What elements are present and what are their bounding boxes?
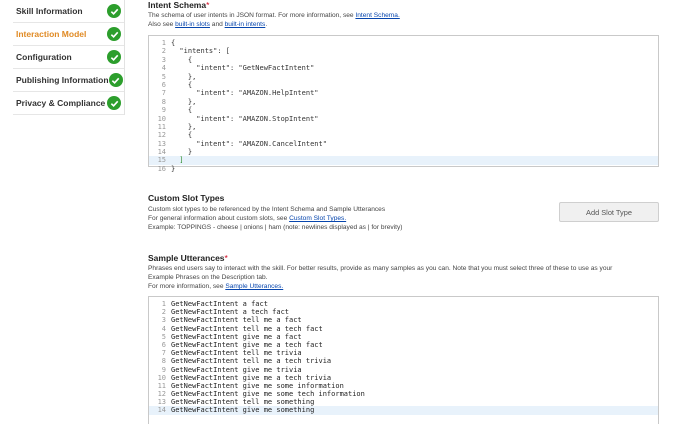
line-number: 12: [157, 390, 166, 399]
utterance-line: [149, 406, 658, 414]
utterance-text: GetNewFactIntent tell me something: [171, 398, 315, 407]
line-number: 8: [161, 357, 166, 366]
line-number: 8: [161, 97, 166, 106]
code-line: [149, 39, 658, 47]
code-line: [149, 89, 658, 97]
code-text: "intent": "AMAZON.HelpIntent": [171, 89, 319, 98]
sidebar-item-configuration[interactable]: [13, 46, 124, 69]
code-line: [149, 165, 658, 173]
code-text: },: [171, 97, 197, 106]
utterance-text: GetNewFactIntent give me a fact: [171, 332, 302, 341]
code-text: "intents": [: [171, 47, 231, 56]
checkmark-icon: [107, 27, 121, 41]
sidebar-item-label: Interaction Model: [16, 29, 87, 39]
intent-schema-link[interactable]: Intent Schema.: [355, 12, 400, 19]
code-text: }: [171, 164, 176, 173]
line-number: 1: [161, 39, 166, 47]
utterance-line: [149, 398, 658, 406]
utterance-text: GetNewFactIntent give me something: [171, 406, 315, 415]
checkmark-icon: [107, 50, 121, 64]
code-line: [149, 56, 658, 64]
line-number: 6: [161, 80, 166, 89]
line-number: 16: [157, 164, 166, 173]
line-number: 9: [161, 106, 166, 115]
utterance-line: [149, 333, 658, 341]
line-number: 14: [157, 406, 166, 415]
line-number: 2: [161, 47, 166, 56]
utterance-line: [149, 366, 658, 374]
sample-utterances-title: Sample Utterances*: [148, 253, 228, 263]
utterance-line: [149, 316, 658, 324]
code-line: [149, 156, 658, 164]
line-number: 7: [161, 349, 166, 358]
sidebar-item-label: Configuration: [16, 52, 72, 62]
code-line: [149, 47, 658, 55]
sidebar-item-interaction-model[interactable]: [13, 23, 124, 46]
code-text: },: [171, 122, 197, 131]
code-line: [149, 123, 658, 131]
utterance-line: [149, 300, 658, 308]
code-line: [149, 115, 658, 123]
sidebar-item-publishing-information[interactable]: [13, 69, 124, 92]
utterance-text: GetNewFactIntent a fact: [171, 300, 268, 308]
required-mark: *: [224, 253, 228, 263]
line-number: 7: [161, 89, 166, 98]
code-text: {: [171, 131, 193, 140]
sample-utterances-section: [148, 253, 660, 292]
line-number: 4: [161, 64, 166, 73]
line-number: 5: [161, 332, 166, 341]
code-line: [149, 140, 658, 148]
line-number: 10: [157, 373, 166, 382]
line-number: 3: [161, 55, 166, 64]
intent-schema-editor[interactable]: [148, 35, 659, 173]
required-mark: *: [206, 0, 210, 10]
built-in-intents-link[interactable]: built-in intents: [224, 21, 266, 29]
code-text: "intent": "AMAZON.StopIntent": [171, 114, 319, 123]
sidebar-nav: [13, 0, 125, 115]
utterance-text: GetNewFactIntent tell me a fact: [171, 316, 302, 325]
checkmark-icon: [109, 73, 123, 87]
code-line: [149, 98, 658, 106]
utterance-line: [149, 308, 658, 316]
utterance-text: GetNewFactIntent give me trivia: [171, 365, 302, 374]
sidebar-item-label: Privacy & Compliance: [16, 98, 106, 108]
utterance-line: [149, 349, 658, 357]
utterance-line: [149, 341, 658, 349]
built-in-slots-link[interactable]: built-in slots: [175, 21, 210, 29]
line-number: 14: [157, 148, 166, 157]
line-number: 6: [161, 340, 166, 349]
utterance-text: GetNewFactIntent give me some information: [171, 381, 344, 390]
sidebar-item-label: Skill Information: [16, 6, 83, 16]
code-line: [149, 148, 658, 156]
line-number: 11: [157, 122, 166, 131]
code-text: "intent": "GetNewFactIntent": [171, 64, 315, 73]
intent-schema-description: The schema of user intents in JSON format. For more information, see Intent Schema. Also see built-in slots and built-in intents.: [148, 12, 400, 29]
line-number: 15: [157, 156, 166, 165]
sample-utterances-editor[interactable]: [148, 296, 659, 424]
sidebar-item-skill-information[interactable]: [13, 0, 124, 23]
utterance-text: GetNewFactIntent a tech fact: [171, 308, 290, 317]
code-text: {: [171, 106, 193, 115]
utterance-text: GetNewFactIntent tell me trivia: [171, 349, 302, 358]
utterance-line: [149, 382, 658, 390]
utterance-text: GetNewFactIntent give me a tech trivia: [171, 373, 332, 382]
line-number: 1: [161, 300, 166, 308]
utterance-line: [149, 374, 658, 382]
sidebar-item-label: Publishing Information: [16, 75, 109, 85]
code-line: [149, 73, 658, 81]
line-number: 5: [161, 72, 166, 81]
code-text: {: [171, 55, 193, 64]
line-number: 12: [157, 131, 166, 140]
line-number: 10: [157, 114, 166, 123]
sidebar-item-privacy-compliance[interactable]: [13, 92, 124, 115]
utterance-line: [149, 325, 658, 333]
line-number: 2: [161, 308, 166, 317]
custom-slot-types-link[interactable]: Custom Slot Types.: [289, 215, 347, 223]
code-line: [149, 106, 658, 114]
utterance-text: GetNewFactIntent give me a tech fact: [171, 340, 323, 349]
checkmark-icon: [107, 4, 121, 18]
intent-schema-title: Intent Schema*: [148, 0, 210, 10]
utterance-line: [149, 357, 658, 365]
line-number: 3: [161, 316, 166, 325]
code-text: ]: [171, 156, 184, 165]
utterance-line: [149, 390, 658, 398]
code-text: {: [171, 39, 176, 47]
intent-schema-section: [148, 0, 660, 29]
code-line: [149, 81, 658, 89]
code-line: [149, 64, 658, 72]
sample-utterances-link[interactable]: Sample Utterances.: [225, 283, 284, 291]
code-text: }: [171, 148, 193, 157]
code-text: "intent": "AMAZON.CancelIntent": [171, 139, 327, 148]
sample-utterances-description: Phrases end users say to interact with the skill. For better results, provide as many samples as you can. Note that you must select three of these to use as your Example Phrases on the Description tab. For more information, see Sample Utterances.: [148, 265, 613, 291]
custom-slot-types-title: Custom Slot Types: [148, 193, 225, 203]
checkmark-icon: [107, 96, 121, 110]
line-number: 11: [157, 381, 166, 390]
line-number: 13: [157, 398, 166, 407]
custom-slot-types-description: Custom slot types to be referenced by the Intent Schema and Sample Utterances For general information about custom slots, see Custom Slot Types. Example: TOPPINGS - cheese | onions | ham (note: newlines displayed as | for brevity): [148, 206, 403, 232]
utterance-text: GetNewFactIntent tell me a tech trivia: [171, 357, 332, 366]
line-number: 4: [161, 324, 166, 333]
code-text: },: [171, 72, 197, 81]
add-slot-type-button[interactable]: Add Slot Type: [559, 202, 659, 222]
utterance-text: GetNewFactIntent tell me a tech fact: [171, 324, 323, 333]
utterance-text: GetNewFactIntent give me some tech information: [171, 390, 365, 399]
line-number: 13: [157, 139, 166, 148]
line-number: 9: [161, 365, 166, 374]
code-line: [149, 131, 658, 139]
code-text: {: [171, 80, 193, 89]
